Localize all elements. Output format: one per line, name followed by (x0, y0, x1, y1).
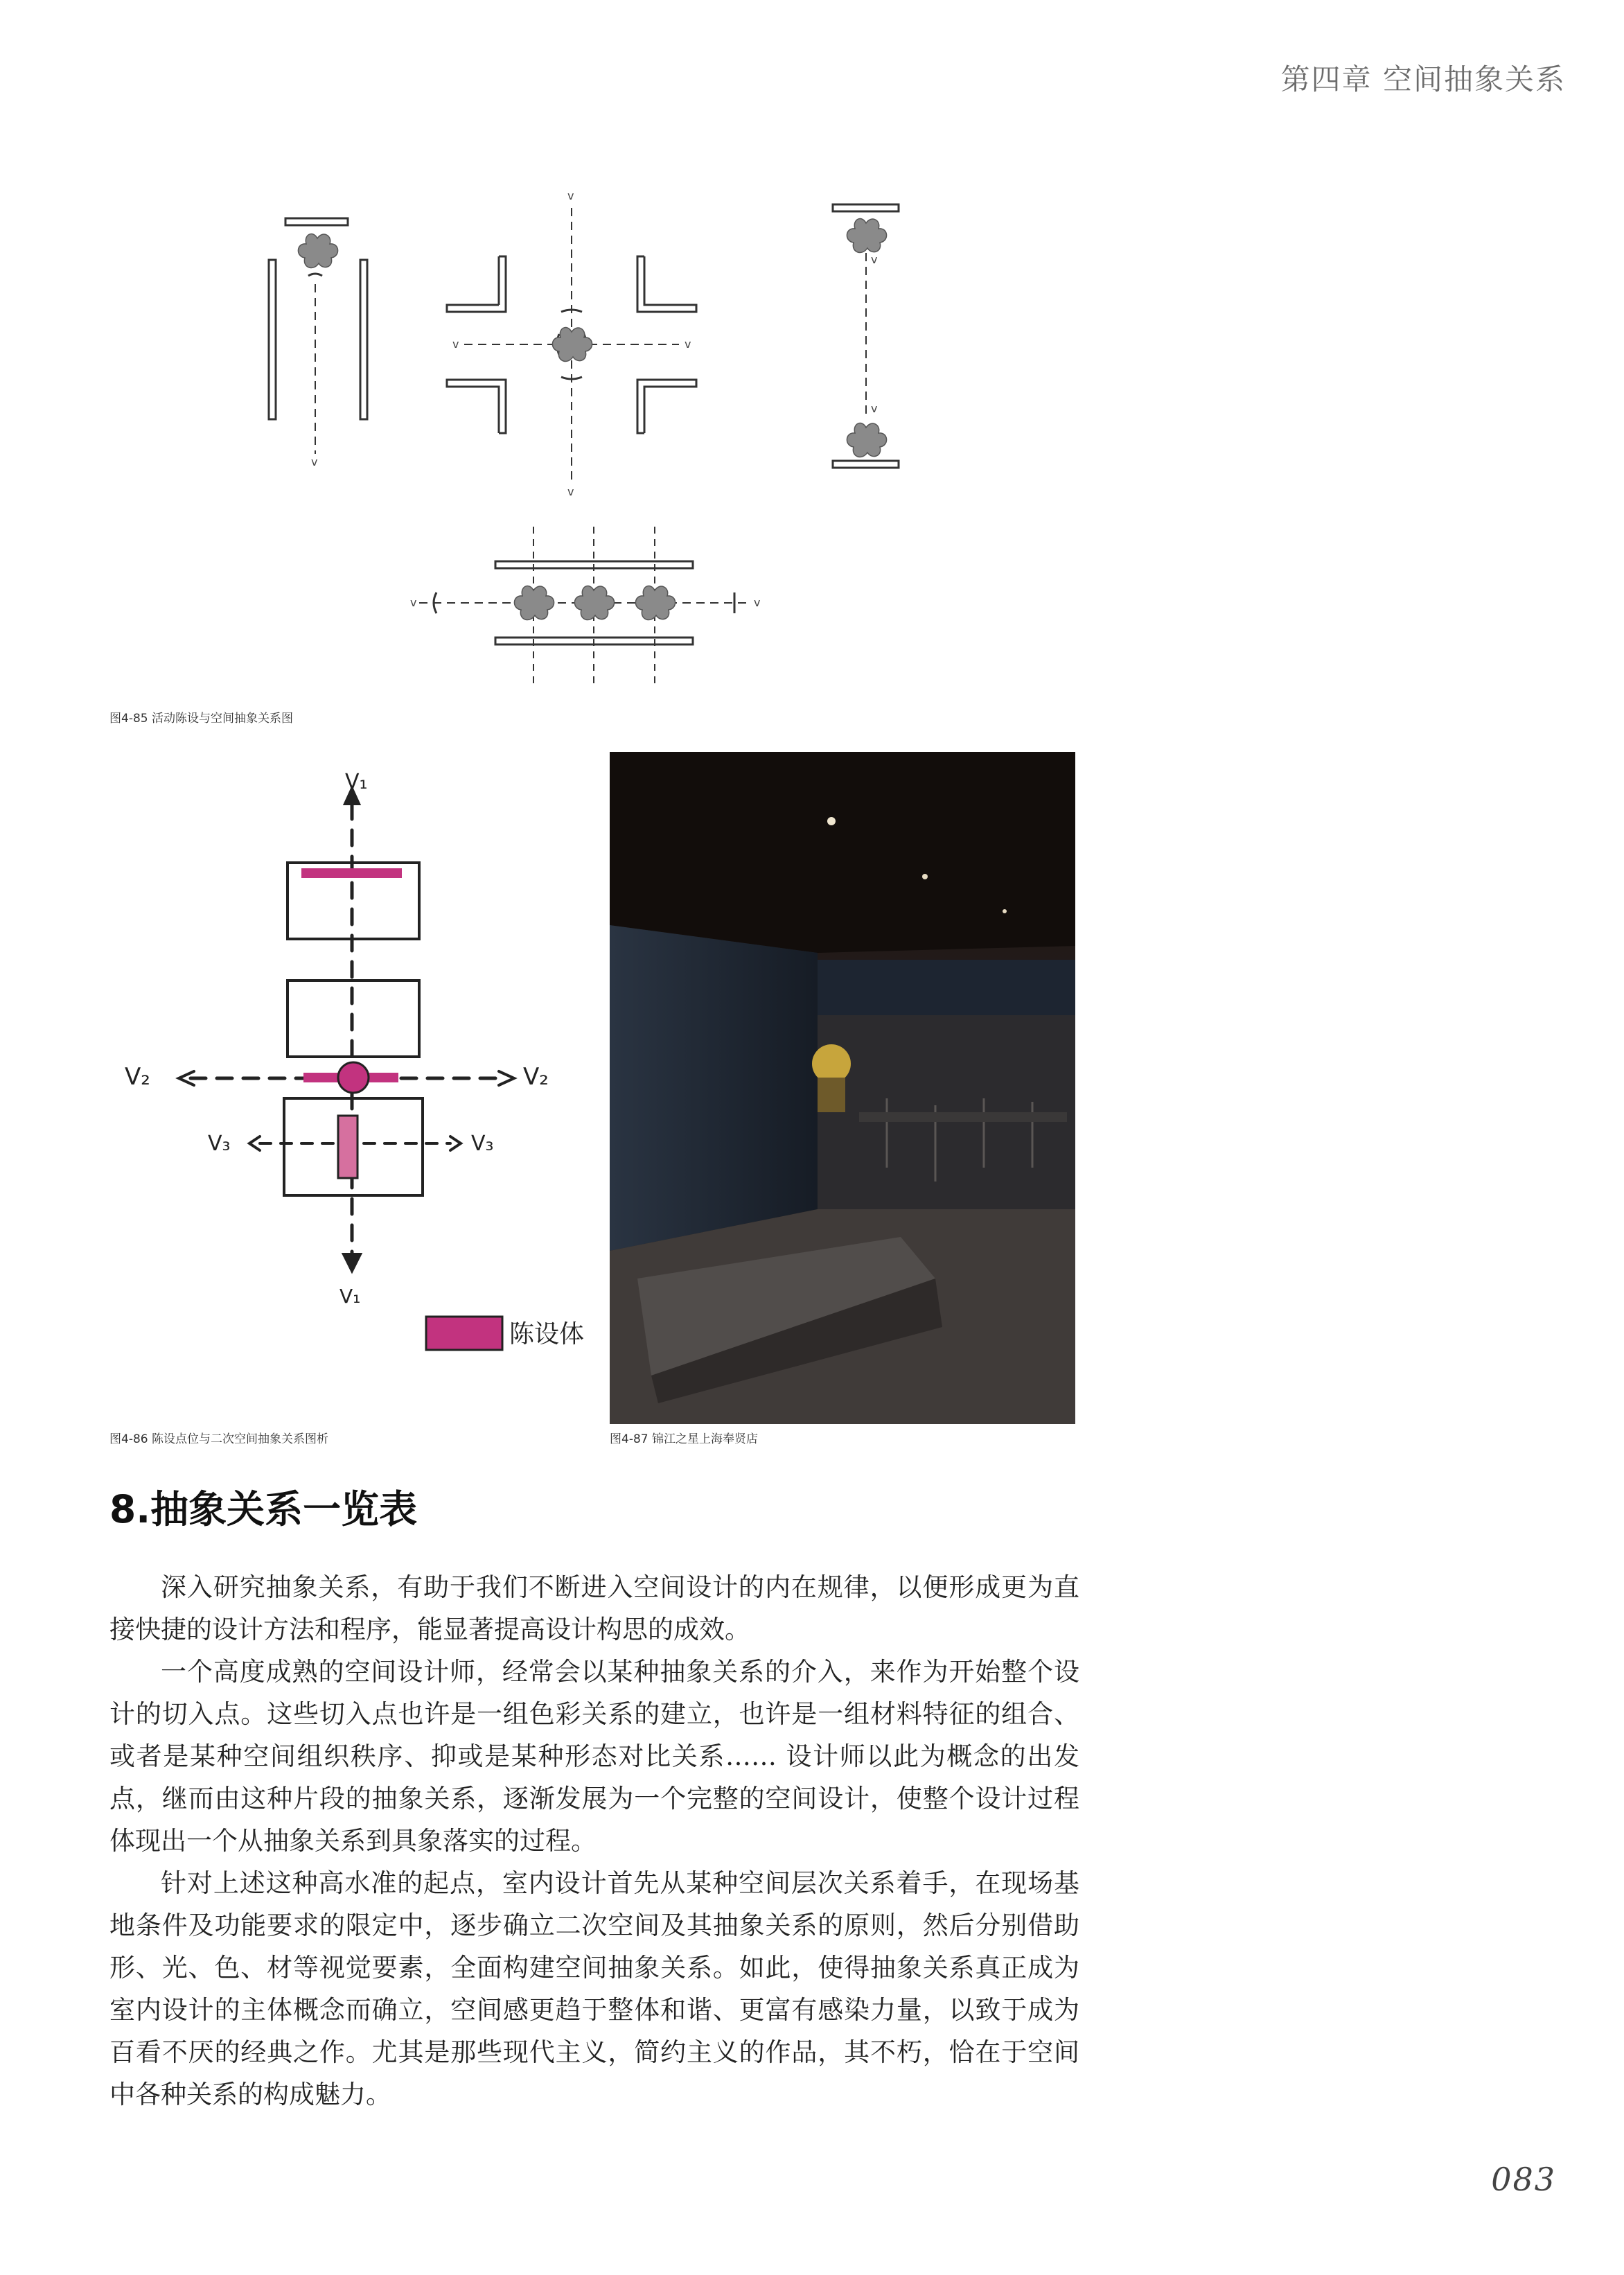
body-text (109, 1566, 1079, 2116)
paragraph: 针对上述这种高水准的起点，室内设计首先从某种空间层次关系着手，在现场基地条件及功能要求的限定中，逐步确立二次空间及其抽象关系的原则，然后分别借助形、光、色、材等视觉要素，全面构建空间抽象关系。如此，使得抽象关系真正成为室内设计的主体概念而确立，空间感更趋于整体和谐、更富有感染力量，以致于成为百看不厌的经典之作。尤其是那些现代主义，简约主义的作品，其不朽，恰在于空间中各种关系的构成魅力。 (109, 1868, 1079, 2109)
arrow-label-v: v (754, 596, 761, 609)
figure-4-86-caption: 图4-86 陈设点位与二次空间抽象关系图析 (109, 1432, 328, 1446)
page-number: 083 (1491, 2161, 1556, 2198)
arrow-label-v: v (410, 596, 417, 609)
figure-4-85-caption: 图4-85 活动陈设与空间抽象关系图 (109, 712, 293, 726)
figure-4-87-photo (610, 752, 1075, 1424)
arrow-label-v: v (567, 189, 574, 202)
figure-4-87-caption: 图4-87 锦江之星上海奉贤店 (610, 1432, 758, 1446)
paragraph: 深入研究抽象关系，有助于我们不断进入空间设计的内在规律，以便形成更为直接快捷的设计方法和程序，能显著提高设计构思的成效。 (109, 1572, 1079, 1644)
chapter-header: 第四章 空间抽象关系 (1280, 62, 1566, 96)
arrow-label-v: v (871, 402, 878, 415)
label-v3-right: V₃ (471, 1132, 494, 1156)
paragraph: 一个高度成熟的空间设计师，经常会以某种抽象关系的介入，来作为开始整个设计的切入点。这些切入点也许是一组色彩关系的建立，也许是一组材料特征的组合、或者是某种空间组织秩序、抑或是某种形态对比关系…… 设计师以此为概念的出发点，继而由这种片段的抽象关系，逐渐发展为一个完整的空间设计，使整个设计过程体现出一个从抽象关系到具象落实的过程。 (109, 1657, 1079, 1856)
label-v2-left: V₂ (125, 1063, 150, 1091)
label-v2-right: V₂ (523, 1063, 549, 1091)
arrow-label-v: v (452, 337, 459, 351)
label-v1-top: V₁ (345, 770, 368, 794)
label-v1-bottom: V₁ (339, 1285, 361, 1308)
label-v3-left: V₃ (208, 1132, 231, 1156)
legend-label: 陈设体 (509, 1320, 585, 1349)
arrow-label-v: v (685, 337, 691, 351)
arrow-label-v: v (567, 485, 574, 498)
arrow-label-v: v (311, 455, 318, 468)
section-title: 8.抽象关系一览表 (109, 1487, 418, 1531)
arrow-label-v: v (871, 253, 878, 266)
figure-4-85-diagram (249, 187, 956, 700)
figure-4-86-sketch (111, 769, 610, 1372)
